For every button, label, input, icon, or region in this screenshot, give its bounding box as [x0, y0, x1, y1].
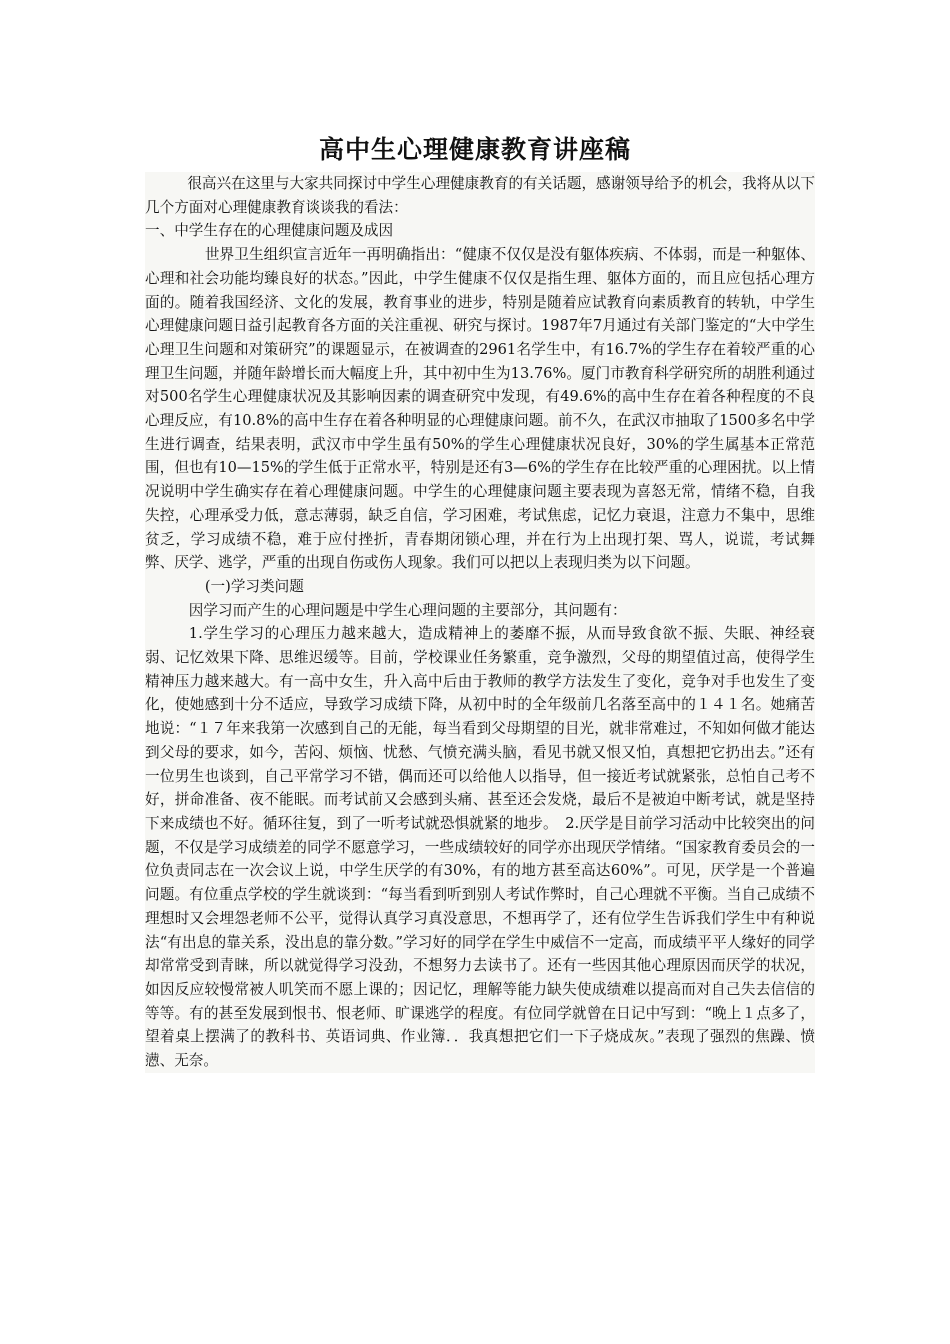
body-paragraph-study-details: 1.学生学习的心理压力越来越大，造成精神上的萎靡不振，从而导致食欲不振、失眠、神经衰弱、记忆效果下降、思维迟缓等。目前，学校课业任务繁重，竞争激烈，父母的期望值过高，使得学生精神压力越来越大。有一高中女生，升入高中后由于教师的教学方法发生了变化，竞争对手也发生了变化，使她感到十分不适应，导致学习成绩下降，从初中时的全年级前几名落至高中的１４１名。她痛苦地说：“１７年来我第一次感到自己的无能，每当看到父母期望的目光，就非常难过，不知如何做才能达到父母的要求，如今，苦闷、烦恼、忧愁、气愤充满头脑，看见书就又恨又怕，真想把它扔出去。”还有一位男生也谈到，自己平常学习不错，偶而还可以给他人以指导，但一接近考试就紧张，总怕自己考不好，拼命准备、夜不能眠。而考试前又会感到头痛、甚至还会发烧，最后不是被迫中断考试，就是坚持下来成绩也不好。循环往复，到了一听考试就恐惧就紧的地步。 2.厌学是目前学习活动中比较突出的问题，不仅是学习成绩差的同学不愿意学习，一些成绩较好的同学亦出现厌学情绪。“国家教育委员会的一位负责同志在一次会议上说，中学生厌学的有30%，有的地方甚至高达60%”。可见，厌学是一个普遍问题。有位重点学校的学生就谈到：“每当看到听到别人考试作弊时，自己心理就不平衡。当自己成绩不理想时又会埋怨老师不公平，觉得认真学习真没意思，不想再学了，还有位学生告诉我们学生中有种说法“有出息的靠关系，没出息的靠分数。”学习好的同学在学生中威信不一定高，而成绩平平人缘好的同学却常常受到青睐，所以就觉得学习没劲，不想努力去读书了。还有一些因其他心理原因而厌学的状况，如因反应较慢常被人叽笑而不愿上课的；因记忆，理解等能力缺失使成绩难以提高而对自己失去信信的等等。有的甚至发展到恨书、恨老师、旷课逃学的程度。有位同学就曾在日记中写到：“晚上１点多了，望着桌上摆满了的教科书、英语词典、作业簿．．我真想把它们一下子烧成灰。”表现了强烈的焦躁、愤懑、无奈。 [145, 625, 815, 1070]
intro-paragraph: 很高兴在这里与大家共同探讨中学生心理健康教育的有关话题，感谢领导给予的机会，我将从以下几个方面对心理健康教育谈谈我的看法： [145, 175, 815, 216]
document-title: 高中生心理健康教育讲座稿 [318, 135, 631, 164]
subsection-heading-study: (一)学习类问题 [204, 577, 304, 595]
body-paragraph-study-intro: 因学习而产生的心理问题是中学生心理问题的主要部分，其问题有： [188, 601, 627, 619]
document-body [145, 172, 815, 1073]
section-heading-1: 一、中学生存在的心理健康问题及成因 [145, 222, 394, 240]
body-paragraph-who: 世界卫生组织宣言近年一再明确指出：“健康不仅仅是没有躯体疾病、不体弱，而是一种躯体、心理和社会功能均臻良好的状态。”因此，中学生健康不仅仅是指生理、躯体方面的，而且应包括心理方面的。随着我国经济、文化的发展，教育事业的进步，特别是随着应试教育向素质教育的转轨，中学生心理健康问题日益引起教育各方面的关注重视、研究与探讨。1987年7月通过有关部门鉴定的“大中学生心理卫生问题和对策研究”的课题显示，在被调查的2961名学生中，有16.7%的学生存在着较严重的心理卫生问题，并随年龄增长而大幅度上升，其中初中生为13.76%。厦门市教育科学研究所的胡胜利通过对500名学生心理健康状况及其影响因素的调查研究中发现，有49.6%的高中生存在着各种程度的不良心理反应，有10.8%的高中生存在着各种明显的心理健康问题。前不久，在武汉市抽取了1500多名中学生进行调查，结果表明，武汉市中学生虽有50%的学生心理健康状况良好，30%的学生属基本正常范围，但也有10—15%的学生低于正常水平，特别是还有3—6%的学生存在比较严重的心理困扰。以上情况说明中学生确实存在着心理健康问题。中学生的心理健康问题主要表现为喜怒无常，情绪不稳，自我失控，心理承受力低，意志薄弱，缺乏自信，学习困难，考试焦虑，记忆力衰退，注意力不集中，思维贫乏，学习成绩不稳，难于应付挫折，青春期闭锁心理，并在行为上出现打架、骂人，说谎，考试舞弊、厌学、逃学，严重的出现自伤或伤人现象。我们可以把以上表现归类为以下问题。 [145, 246, 815, 572]
